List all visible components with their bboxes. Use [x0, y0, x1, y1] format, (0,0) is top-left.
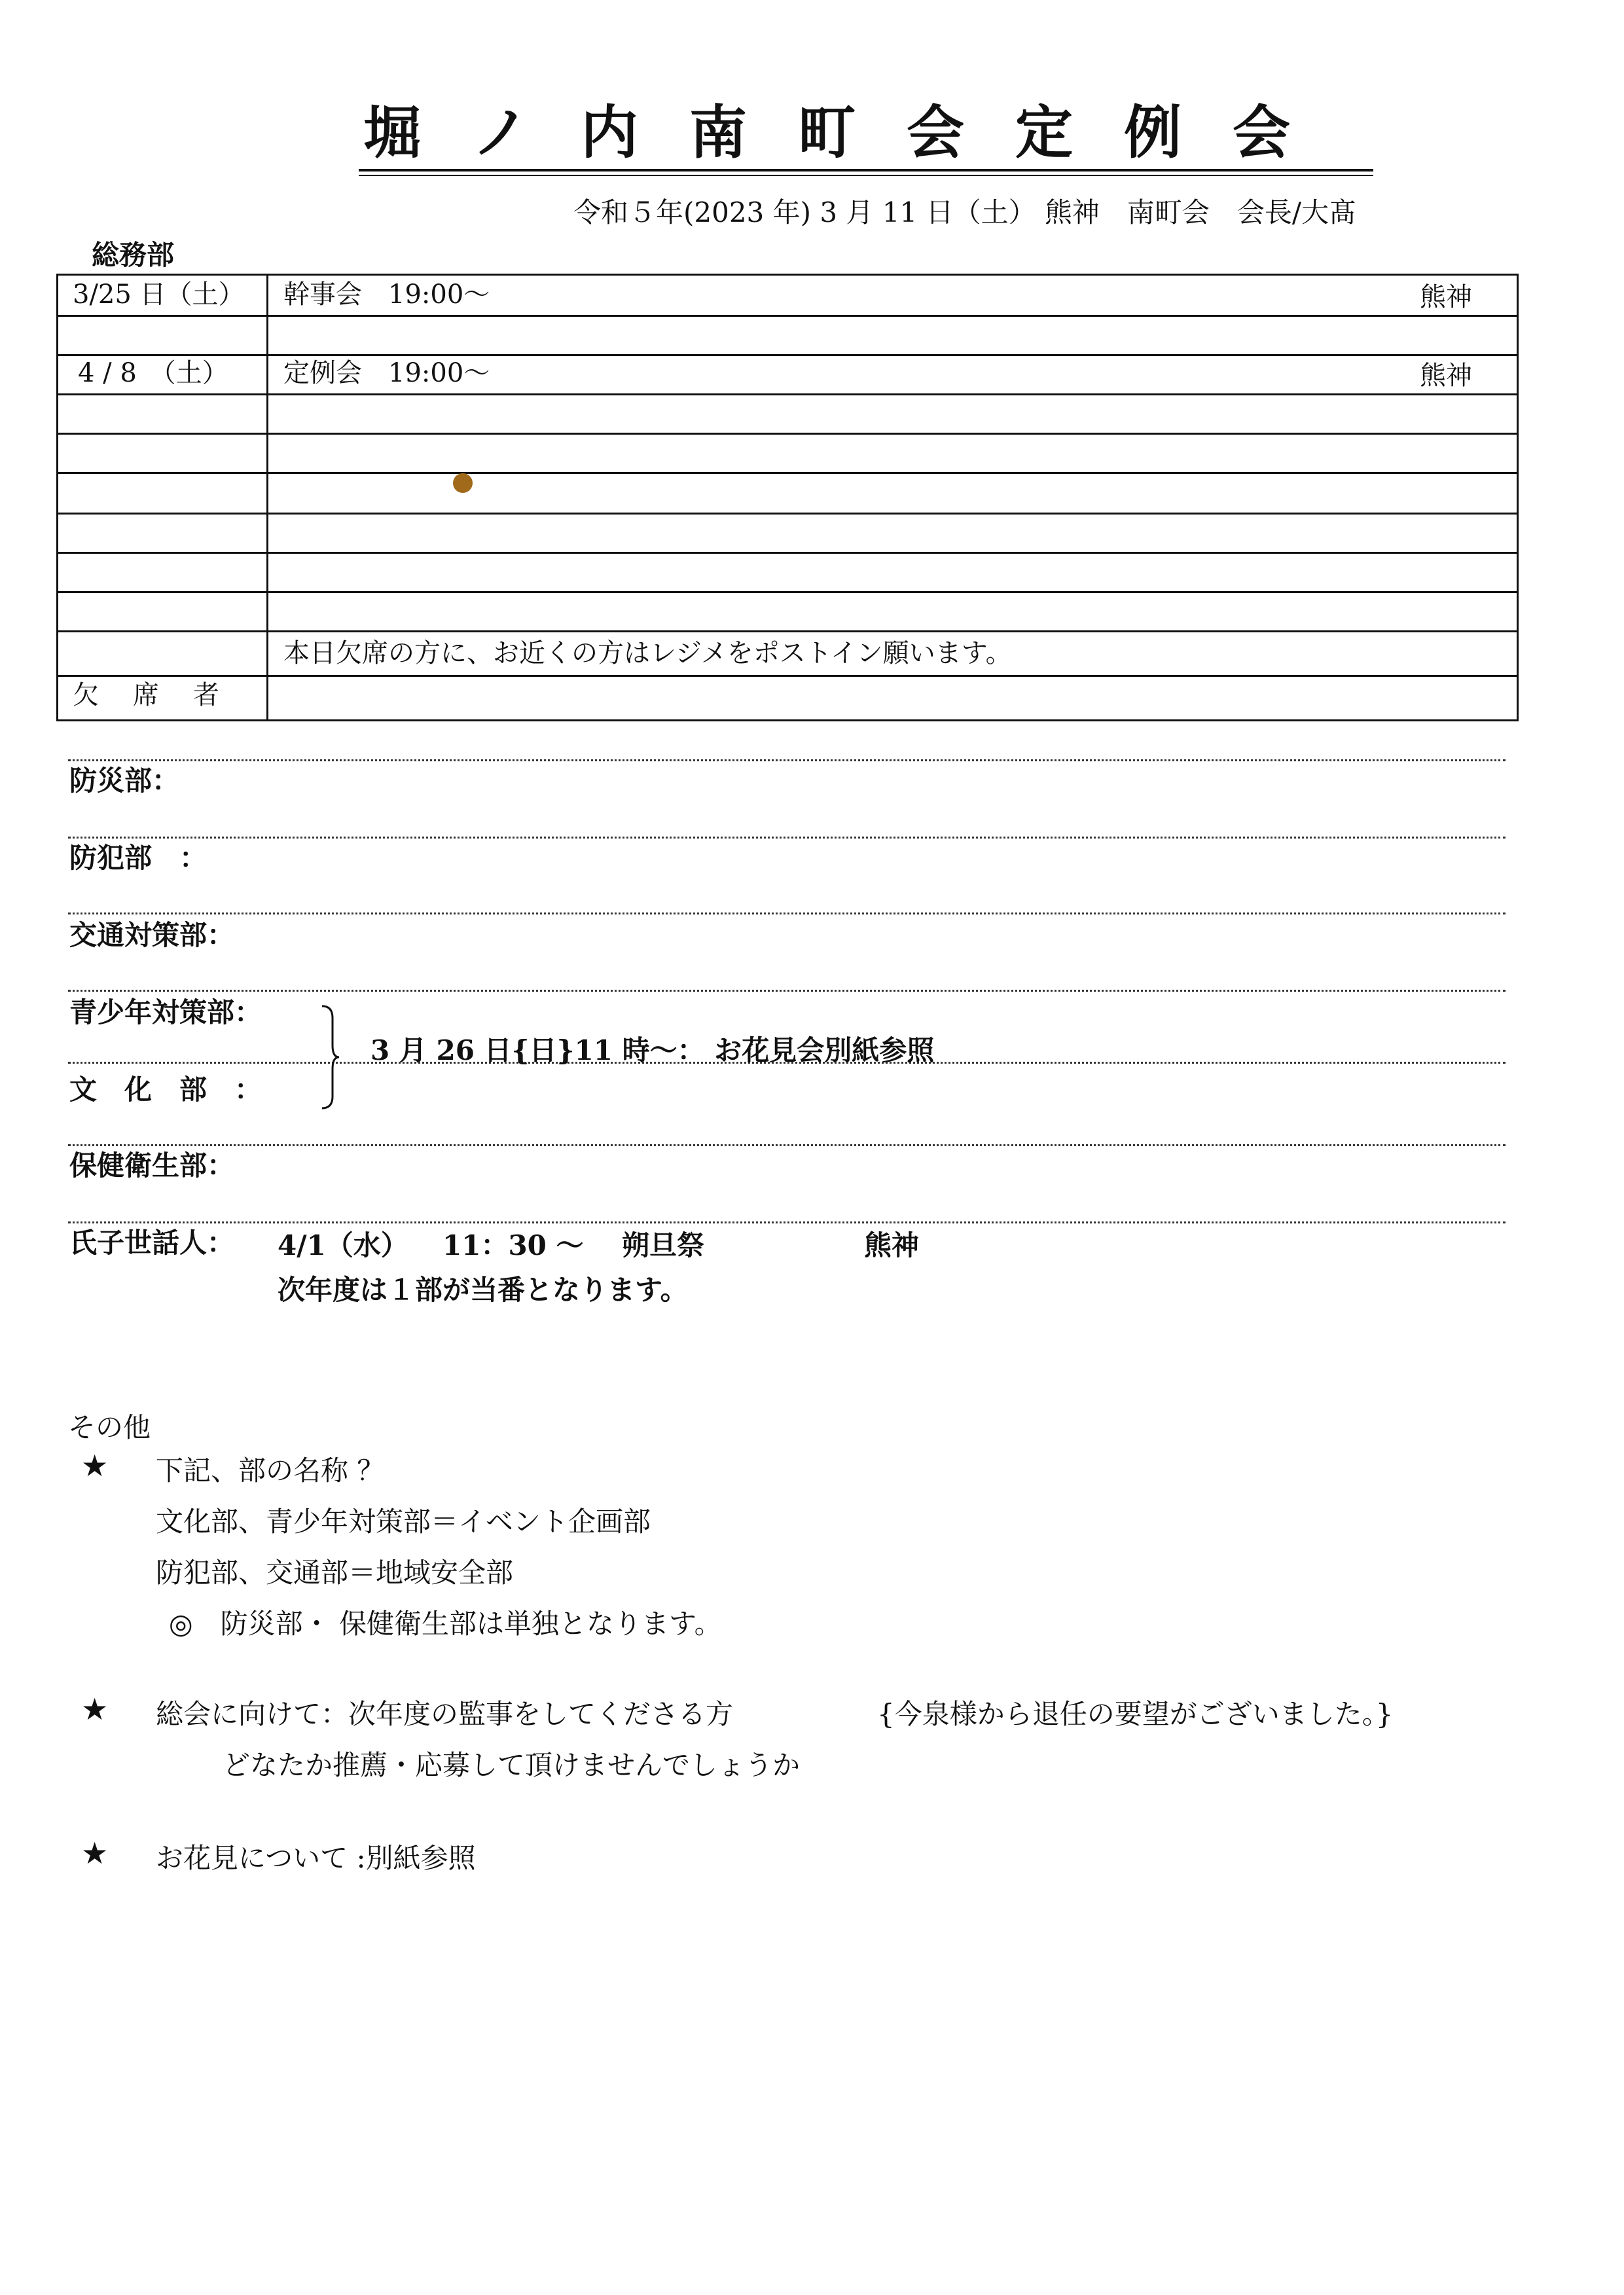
dept-crime: 防犯部 ：	[69, 842, 208, 874]
table-rule	[58, 393, 1517, 395]
schedule-table	[56, 274, 1519, 721]
shrine-date: 4/1（水）	[278, 1229, 408, 1261]
shrine-time: 11：30 ～	[442, 1229, 584, 1261]
table-rule	[58, 513, 1517, 515]
other-item2-line2: どなたか推薦・応募して頂けませんでしょうか	[223, 1749, 801, 1781]
dept-shrine: 氏子世話人：	[69, 1227, 235, 1259]
shrine-note: 次年度は１部が当番となります。	[278, 1274, 688, 1306]
other-item1-line3: ◎ 防災部・ 保健衛生部は単独となります。	[169, 1608, 722, 1640]
dotted-rule	[68, 913, 1506, 914]
table-rule	[58, 472, 1517, 474]
title-underline-thin	[359, 175, 1373, 176]
table-cell-date: 4 / 8 （土）	[78, 358, 228, 388]
table-cell-place: 熊神	[1420, 361, 1472, 391]
other-item1-line1: 文化部、青少年対策部＝イベント企画部	[156, 1506, 651, 1538]
table-rule	[58, 315, 1517, 317]
shrine-event: 朔旦祭	[622, 1229, 705, 1261]
other-item2-aside: {今泉様から退任の要望がございました。}	[877, 1698, 1394, 1730]
table-cell-absentees: 欠 席 者	[73, 680, 223, 710]
meeting-meta: 令和５年(2023 年) 3 月 11 日（土） 熊神 南町会 会長/大髙	[573, 196, 1357, 228]
table-cell-content: 定例会 19:00～	[283, 358, 490, 388]
other-item1-line2: 防犯部、交通部＝地域安全部	[156, 1557, 514, 1589]
star-icon: ★	[81, 1691, 109, 1727]
joint-dept-note: 3 月 26 日{日}11 時～： お花見会別紙参照	[370, 1034, 935, 1066]
table-rule	[58, 354, 1517, 356]
section-label-other: その他	[68, 1411, 151, 1443]
table-rule	[58, 591, 1517, 593]
dept-youth: 青少年対策部：	[69, 996, 262, 1028]
shrine-place: 熊神	[864, 1229, 920, 1261]
table-cell-date: 3/25 日（土）	[73, 280, 245, 310]
dotted-rule	[68, 1144, 1506, 1146]
other-item3: お花見について :別紙参照	[156, 1842, 476, 1874]
brace-icon	[321, 1005, 340, 1110]
table-rule	[58, 675, 1517, 677]
table-rule	[58, 552, 1517, 554]
paper-stain	[453, 473, 473, 493]
dotted-rule	[68, 759, 1506, 761]
other-item2-line1: 総会に向けて：次年度の監事をしてくださる方	[156, 1698, 734, 1730]
dept-disaster: 防災部：	[69, 765, 180, 797]
star-icon: ★	[81, 1448, 109, 1483]
other-item1-title: 下記、部の名称 ？	[156, 1455, 385, 1487]
dept-traffic: 交通対策部：	[69, 919, 235, 951]
dotted-rule	[68, 837, 1506, 839]
table-cell-content: 本日欠席の方に、お近くの方はレジメをポストイン願います。	[283, 638, 1012, 668]
table-rule	[58, 433, 1517, 435]
star-icon: ★	[81, 1835, 109, 1871]
table-rule	[58, 630, 1517, 632]
section-label-general-affairs: 総務部	[92, 239, 175, 271]
dotted-rule	[68, 990, 1506, 992]
title-underline	[359, 169, 1373, 172]
dotted-rule	[68, 1221, 1506, 1223]
dept-health: 保健衛生部：	[69, 1149, 235, 1182]
table-cell-content: 幹事会 19:00～	[283, 280, 490, 310]
table-divider	[266, 276, 268, 719]
dept-culture: 文 化 部 ：	[69, 1074, 262, 1106]
table-cell-place: 熊神	[1420, 282, 1472, 312]
page-title: 堀ノ内南町会定例会	[363, 98, 1342, 166]
